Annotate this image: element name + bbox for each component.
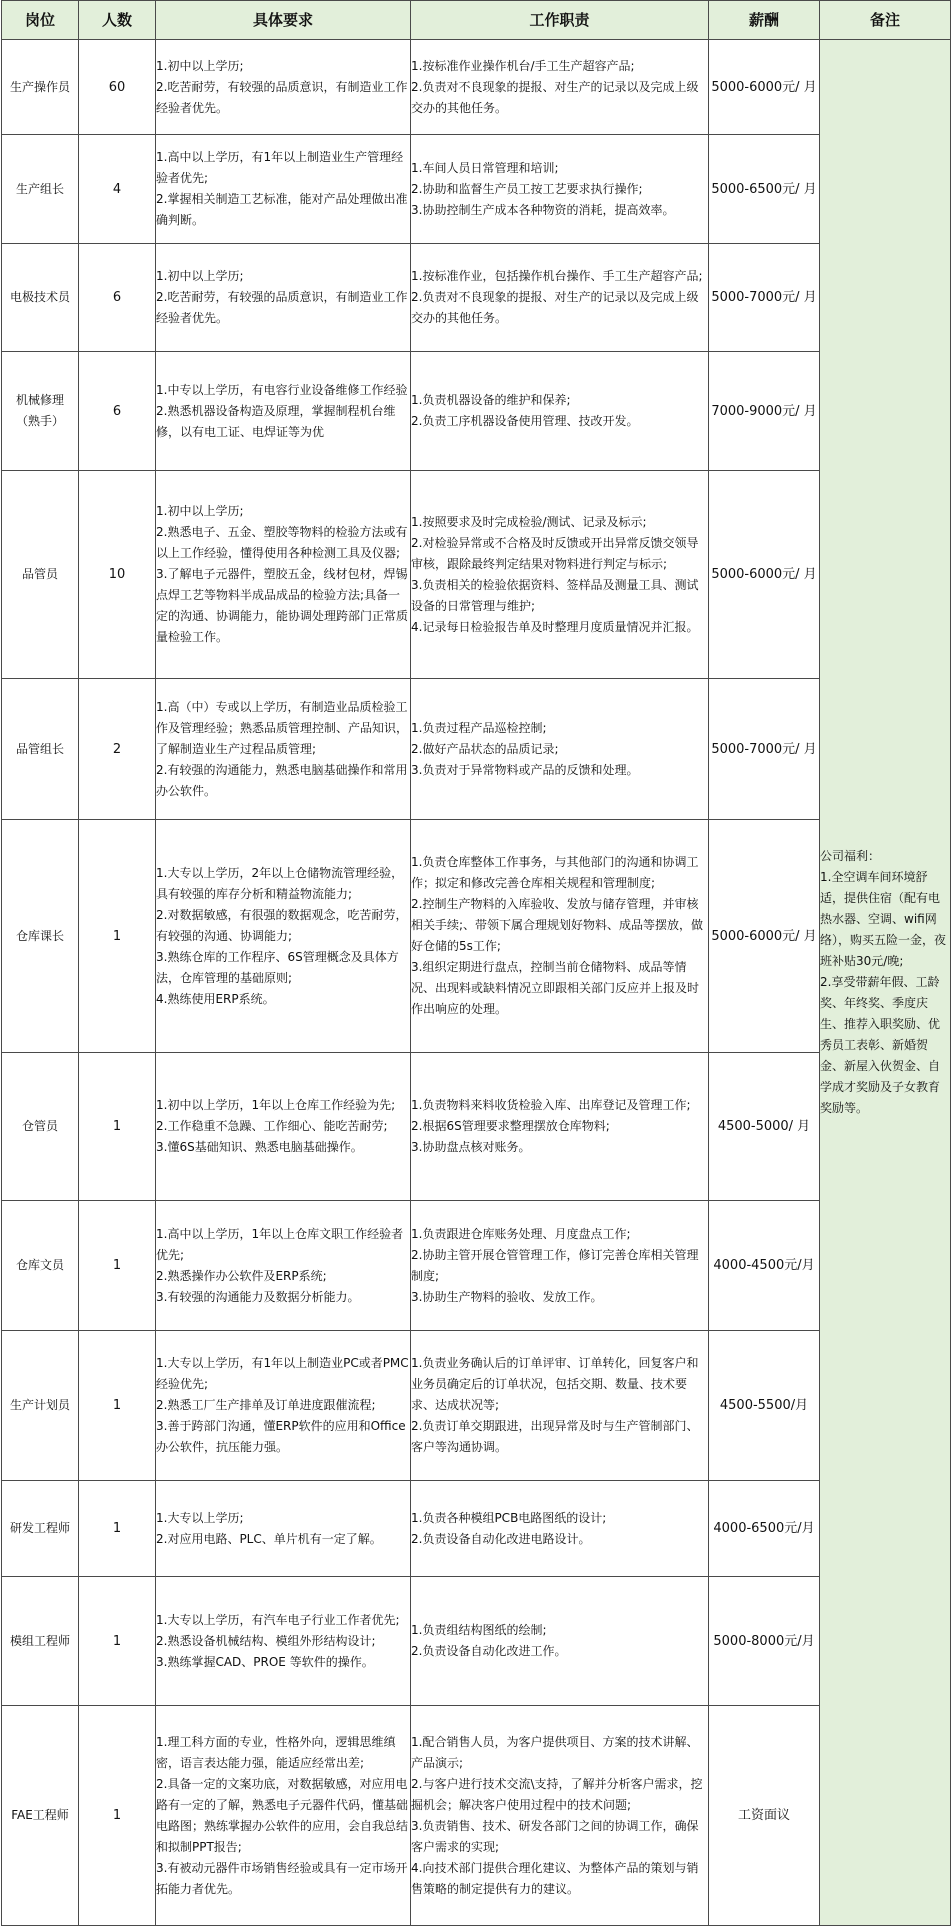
duty-item: 2.协助和监督生产员工按工艺要求执行操作; (411, 181, 643, 196)
salary-cell: 5000-7000元/ 月 (709, 679, 820, 820)
duty-item: 1.按标准作业，包括操作机台操作、手工生产超容产品; (411, 269, 703, 283)
requirements-cell (156, 244, 411, 352)
position-name: 生产组长 (15, 181, 64, 196)
duties-cell (411, 135, 709, 244)
requirement-item: 4.熟练使用ERP系统。 (156, 991, 275, 1006)
duties-cell (411, 1331, 709, 1481)
duty-item: 4.向技术部门提供合理化建议、为整体产品的策划与销售策略的制定提供有力的建议。 (411, 1860, 699, 1896)
requirement-item: 2.熟悉设备机械结构、模组外形结构设计; (156, 1633, 376, 1648)
duty-item: 1.负责各种模组PCB电路图纸的设计; (411, 1510, 607, 1525)
position-name: 品管员 (21, 567, 58, 581)
requirement-item: 3.有被动元器件市场销售经验或具有一定市场开拓能力者优先。 (156, 1860, 408, 1896)
table-body (2, 40, 951, 1926)
requirement-item: 1.初中以上学历; (156, 504, 244, 518)
position-name: 仓库课长 (15, 928, 64, 943)
requirement-item: 3.有较强的沟通能力及数据分析能力。 (156, 1289, 360, 1304)
duty-item: 3.组织定期进行盘点，控制当前仓储物料、成品等情况、出现料或缺料情况立即跟相关部门反应并上报及时作出响应的处理。 (411, 960, 700, 1016)
table-row (2, 135, 951, 244)
duty-item: 2.负责订单交期跟进，出现异常及时与生产管制部门、客户等沟通协调。 (411, 1419, 699, 1454)
table-row (2, 1331, 951, 1481)
duty-item: 1.按标准作业操作机台/手工生产超容产品; (411, 58, 635, 73)
header-duties: 工作职责 (411, 1, 709, 40)
headcount-cell: 2 (79, 679, 156, 820)
duty-item: 2.对检验异常或不合格及时反馈或开出异常反馈交领导审核，跟除最终判定结果对物料进行判定与标示; (411, 535, 699, 571)
headcount-cell: 1 (79, 1201, 156, 1331)
requirement-item: 1.高中以上学历，有1年以上制造业生产管理经验者优先; (156, 150, 404, 185)
headcount-cell: 4 (79, 135, 156, 244)
headcount-cell: 1 (79, 1331, 156, 1481)
benefits-note-line: 2.享受带薪年假、工龄奖、年终奖、季度庆生、推荐入职奖励、优秀员工表彰、新婚贺金、新屋入伙贺金、自学成才奖励及子女教育奖励等。 (820, 975, 941, 1115)
position-cell (2, 1331, 79, 1481)
requirement-item: 1.理工科方面的专业，性格外向，逻辑思维缜密，语言表达能力强，能适应经常出差; (156, 1734, 396, 1770)
position-name: 研发工程师 (9, 1521, 70, 1535)
requirements-cell (156, 40, 411, 135)
position-name: 机械修理 (15, 393, 64, 407)
recruitment-table (1, 0, 951, 1926)
requirements-cell (156, 1481, 411, 1577)
position-name: FAE工程师 (11, 1808, 69, 1822)
position-cell (2, 1481, 79, 1577)
position-cell (2, 820, 79, 1053)
position-name: 生产计划员 (9, 1398, 70, 1412)
requirements-cell (156, 135, 411, 244)
salary-cell: 5000-6000元/ 月 (709, 471, 820, 679)
position-cell (2, 1706, 79, 1926)
duties-cell (411, 244, 709, 352)
salary-cell: 4000-4500元/月 (709, 1201, 820, 1331)
requirement-item: 1.初中以上学历，1年以上仓库工作经验为先; (156, 1098, 396, 1112)
requirement-item: 1.大专以上学历; (156, 1510, 244, 1525)
header-salary: 薪酬 (709, 1, 820, 40)
requirements-cell (156, 1331, 411, 1481)
duty-item: 1.负责机器设备的维护和保养; (411, 393, 571, 407)
salary-cell: 5000-6000元/ 月 (709, 40, 820, 135)
duty-item: 1.按照要求及时完成检验/测试、记录及标示; (411, 514, 647, 529)
salary-cell: 4500-5000/ 月 (709, 1053, 820, 1201)
requirement-item: 3.熟练掌握CAD、PROE 等软件的操作。 (156, 1654, 374, 1669)
position-name: 仓库文员 (15, 1258, 64, 1272)
requirement-item: 2.熟悉机器设备构造及原理，掌握制程机台维修，以有电工证、电焊证等为优 (156, 403, 396, 439)
duty-item: 2.协助主管开展仓管管理工作，修订完善仓库相关管理制度; (411, 1247, 699, 1283)
duty-item: 1.负责业务确认后的订单评审、订单转化，回复客户和业务员确定后的订单状况，包括交期、数量、技术要求、达成状况等; (411, 1356, 699, 1412)
header-notes: 备注 (820, 1, 951, 40)
duty-item: 3.负责相关的检验依据资料、签样品及测量工具、测试设备的日常管理与维护; (411, 577, 699, 613)
duty-item: 2.负责对不良现象的提报、对生产的记录以及完成上级交办的其他任务。 (411, 79, 699, 115)
position-name: 模组工程师 (9, 1633, 70, 1648)
header-requirements: 具体要求 (156, 1, 411, 40)
requirement-item: 1.高中以上学历，1年以上仓库文职工作经验者优先; (156, 1226, 404, 1262)
table-row (2, 1577, 951, 1706)
position-cell (2, 1577, 79, 1706)
requirement-item: 3.了解电子元器件，塑胶五金，线材包材，焊锡点焊工艺等物料半成品成品的检验方法;具备一定的沟通、协调能力，能协调处理跨部门正常质量检验工作。 (156, 567, 409, 644)
requirement-item: 1.中专以上学历，有电容行业设备维修工作经验 (156, 382, 408, 397)
salary-cell: 5000-7000元/ 月 (709, 244, 820, 352)
requirement-item: 1.初中以上学历; (156, 269, 244, 283)
duty-item: 1.负责组结构图纸的绘制; (411, 1623, 547, 1637)
duty-item: 2.根据6S管理要求整理摆放仓库物料; (411, 1119, 610, 1133)
table-row (2, 40, 951, 135)
duty-item: 4.记录每日检验报告单及时整理月度质量情况并汇报。 (411, 619, 699, 634)
headcount-cell: 1 (79, 1481, 156, 1577)
headcount-cell: 1 (79, 1706, 156, 1926)
requirement-item: 2.工作稳重不急躁、工作细心、能吃苦耐劳; (156, 1119, 388, 1133)
duty-item: 1.负责过程产品巡检控制; (411, 720, 547, 735)
requirement-item: 1.大专以上学历，有汽车电子行业工作者优先; (156, 1612, 400, 1627)
duty-item: 3.负责销售、技术、研发各部门之间的协调工作，确保客户需求的实现; (411, 1818, 699, 1854)
header-count: 人数 (79, 1, 156, 40)
requirement-item: 2.对应用电路、PLC、单片机有一定了解。 (156, 1531, 382, 1546)
salary-cell: 7000-9000元/ 月 (709, 352, 820, 471)
salary-cell: 工资面议 (709, 1706, 820, 1926)
duties-cell (411, 820, 709, 1053)
salary-cell: 4000-6500元/月 (709, 1481, 820, 1577)
benefits-note-line: 1.全空调车间环境舒适，提供住宿（配有电热水器、空调、wifi网络），购买五险一金，夜班补贴30元/晚; (820, 870, 947, 968)
headcount-cell: 6 (79, 244, 156, 352)
duty-item: 2.负责工序机器设备使用管理、技改开发。 (411, 414, 639, 428)
requirement-item: 2.吃苦耐劳，有较强的品质意识，有制造业工作经验者优先。 (156, 290, 408, 325)
requirements-cell (156, 1706, 411, 1926)
requirement-item: 3.懂6S基础知识、熟悉电脑基础操作。 (156, 1140, 363, 1154)
requirements-cell (156, 820, 411, 1053)
duty-item: 3.协助盘点核对账务。 (411, 1140, 531, 1154)
position-name: （熟手） (15, 414, 64, 428)
position-name: 生产操作员 (9, 79, 70, 94)
requirements-cell (156, 352, 411, 471)
requirement-item: 2.掌握相关制造工艺标准，能对产品处理做出准确判断。 (156, 192, 408, 227)
requirement-item: 1.大专以上学历，2年以上仓储物流管理经验，具有较强的库存分析和精益物流能力; (156, 865, 404, 901)
requirement-item: 1.初中以上学历; (156, 58, 244, 73)
duty-item: 2.与客户进行技术交流\支持，了解并分析客户需求，挖掘机会；解决客户使用过程中的技术问题; (411, 1776, 703, 1812)
headcount-cell: 1 (79, 820, 156, 1053)
duty-item: 2.负责设备自动化改进工作。 (411, 1644, 567, 1658)
requirements-cell (156, 1201, 411, 1331)
position-cell (2, 1201, 79, 1331)
headcount-cell: 1 (79, 1053, 156, 1201)
table-row (2, 471, 951, 679)
duties-cell (411, 1201, 709, 1331)
requirement-item: 2.有较强的沟通能力，熟悉电脑基础操作和常用办公软件。 (156, 762, 408, 798)
duty-item: 1.车间人员日常管理和培训; (411, 160, 559, 175)
salary-cell: 5000-8000元/月 (709, 1577, 820, 1706)
requirement-item: 3.善于跨部门沟通，懂ERP软件的应用和Office办公软件，抗压能力强。 (156, 1419, 406, 1454)
requirement-item: 1.高（中）专或以上学历，有制造业品质检验工作及管理经验；熟悉品质管理控制、产品知识，了解制造业生产过程品质管理; (156, 699, 409, 756)
salary-cell: 5000-6500元/ 月 (709, 135, 820, 244)
benefits-note-cell (820, 40, 951, 1926)
duty-item: 3.协助生产物料的验收、发放工作。 (411, 1289, 603, 1304)
requirements-cell (156, 471, 411, 679)
benefits-note-line: 公司福利： (820, 849, 881, 863)
duty-item: 3.协助控制生产成本各种物资的消耗，提高效率。 (411, 202, 675, 217)
duties-cell (411, 352, 709, 471)
requirement-item: 2.熟悉电子、五金、塑胶等物料的检验方法或有以上工作经验，懂得使用各种检测工具及仪器; (156, 525, 408, 560)
headcount-cell: 6 (79, 352, 156, 471)
requirements-cell (156, 679, 411, 820)
table-row (2, 1201, 951, 1331)
requirements-cell (156, 1053, 411, 1201)
table-row (2, 1706, 951, 1926)
position-cell (2, 352, 79, 471)
duties-cell (411, 471, 709, 679)
header-position: 岗位 (2, 1, 79, 40)
duties-cell (411, 1481, 709, 1577)
position-name: 品管组长 (15, 741, 64, 756)
requirement-item: 2.具备一定的文案功底，对数据敏感，对应用电路有一定的了解，熟悉电子元器件代码，懂基础电路图；熟练掌握办公软件的应用，会自我总结和拟制PPT报告; (156, 1776, 409, 1854)
duty-item: 1.负责物料来料收货检验入库、出库登记及管理工作; (411, 1098, 691, 1112)
headcount-cell: 60 (79, 40, 156, 135)
table-row (2, 352, 951, 471)
duty-item: 2.控制生产物料的入库验收、发放与储存管理，并审核相关手续;、带领下属合理规划好物料、成品等摆放，做好仓储的5s工作; (411, 897, 704, 953)
duties-cell (411, 1706, 709, 1926)
position-cell (2, 244, 79, 352)
duty-item: 1.负责跟进仓库账务处理、月度盘点工作; (411, 1226, 631, 1241)
duties-cell (411, 679, 709, 820)
table-row (2, 679, 951, 820)
table-row (2, 820, 951, 1053)
duty-item: 2.负责对不良现象的提报、对生产的记录以及完成上级交办的其他任务。 (411, 290, 699, 325)
requirement-item: 2.吃苦耐劳，有较强的品质意识，有制造业工作经验者优先。 (156, 79, 408, 115)
header-row (2, 1, 951, 40)
duties-cell (411, 1053, 709, 1201)
headcount-cell: 1 (79, 1577, 156, 1706)
requirements-cell (156, 1577, 411, 1706)
salary-cell: 5000-6000元/ 月 (709, 820, 820, 1053)
table-row (2, 1481, 951, 1577)
duty-item: 2.做好产品状态的品质记录; (411, 741, 559, 756)
position-cell (2, 1053, 79, 1201)
requirement-item: 1.大专以上学历，有1年以上制造业PC或者PMC经验优先; (156, 1356, 409, 1391)
position-cell (2, 679, 79, 820)
requirement-item: 2.熟悉操作办公软件及ERP系统; (156, 1268, 327, 1283)
duty-item: 1.负责仓库整体工作事务，与其他部门的沟通和协调工作；拟定和修改完善仓库相关规程和管理制度; (411, 855, 699, 890)
requirement-item: 3.熟练仓库的工作程序、6S管理概念及具体方法，仓库管理的基础原则; (156, 949, 399, 985)
table-row (2, 1053, 951, 1201)
duties-cell (411, 1577, 709, 1706)
requirement-item: 2.对数据敏感，有很强的数据观念，吃苦耐劳，有较强的沟通、协调能力; (156, 907, 408, 943)
requirement-item: 2.熟悉工厂生产排单及订单进度跟催流程; (156, 1398, 376, 1412)
position-name: 电极技术员 (9, 290, 70, 304)
duty-item: 1.配合销售人员，为客户提供项目、方案的技术讲解、产品演示; (411, 1734, 699, 1770)
salary-cell: 4500-5500/月 (709, 1331, 820, 1481)
position-name: 仓管员 (21, 1119, 58, 1133)
position-cell (2, 471, 79, 679)
duties-cell (411, 40, 709, 135)
headcount-cell: 10 (79, 471, 156, 679)
position-cell (2, 135, 79, 244)
position-cell (2, 40, 79, 135)
duty-item: 3.负责对于异常物料或产品的反馈和处理。 (411, 762, 639, 777)
table-row (2, 244, 951, 352)
duty-item: 2.负责设备自动化改进电路设计。 (411, 1531, 591, 1546)
